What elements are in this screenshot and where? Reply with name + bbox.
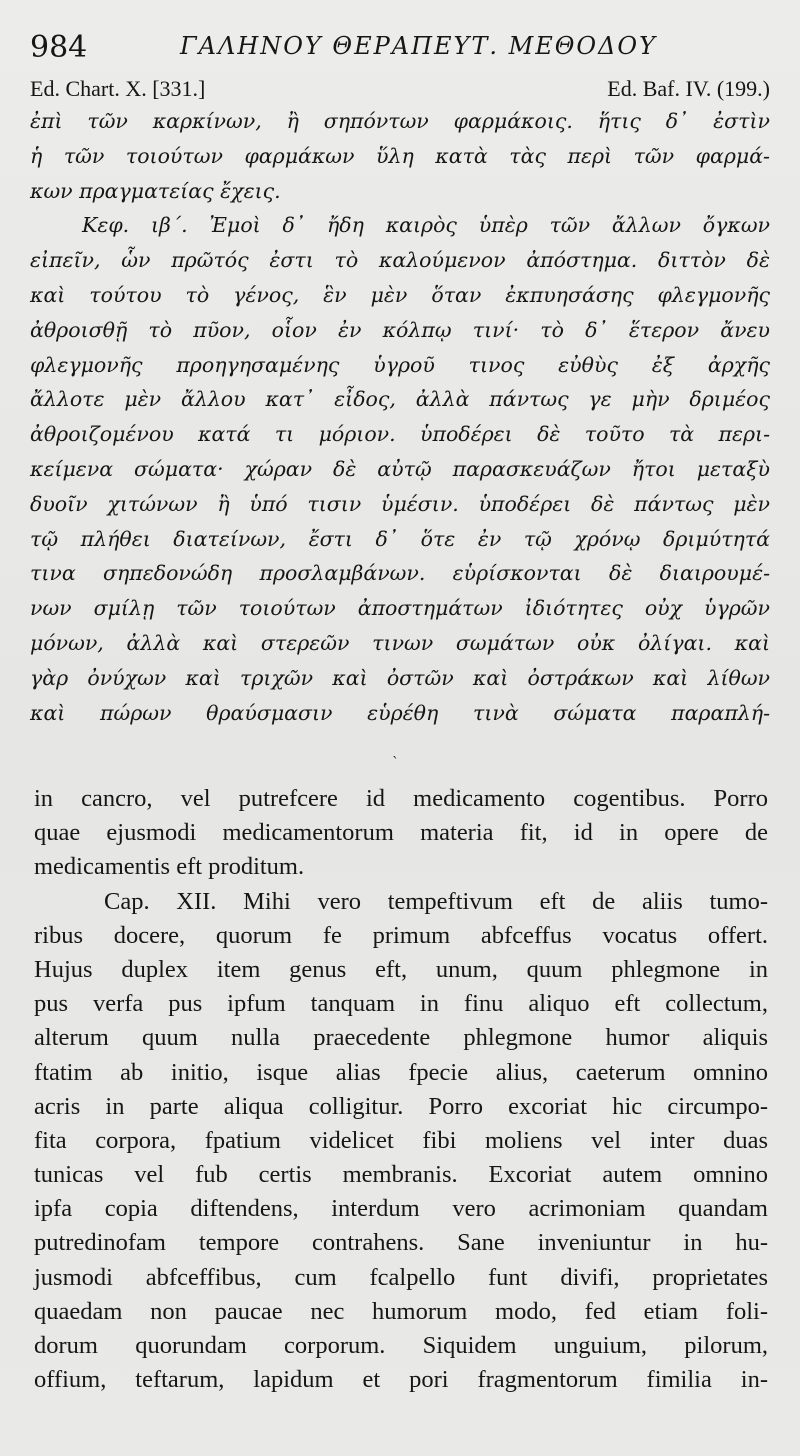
latin-line: tunicas vel fub certis membranis. Excoriat autem omnino xyxy=(34,1161,768,1189)
greek-line: ἐπὶ τῶν καρκίνων, ἢ σηπόντων φαρμάκοις. ἥτις δ᾽ ἐστὶν xyxy=(30,109,770,133)
latin-line: Hujus duplex item genus eft, unum, quum phlegmone in xyxy=(34,955,768,983)
greek-line: καὶ πώρων θραύσμασιν εὑρέθη τινὰ σώματα παραπλή- xyxy=(30,700,770,725)
running-title: ΓΑΛΗΝΟΥ ΘΕΡΑΠΕΥΤ. ΜΕΘΟΔΟΥ xyxy=(180,32,657,60)
latin-line: fita corpora, fpatium videlicet fibi moliens vel inter duas xyxy=(34,1126,768,1154)
greek-chapter-start-line: Κεφ. ιβ΄. Ἐμοὶ δ᾽ ἤδη καιρὸς ὑπὲρ τῶν ἄλλων ὄγκων xyxy=(82,213,770,238)
greek-line: ἄλλοτε μὲν ἄλλου κατ᾽ εἶδος, ἀλλὰ πάντως γε μὴν δριμέος xyxy=(30,387,770,412)
greek-line: κείμενα σώματα· χώραν δὲ αὐτῷ παρασκευάζων ἤτοι μεταξὺ xyxy=(30,456,770,481)
latin-line: ipfa copia diftendens, interdum vero acrimoniam quandam xyxy=(34,1195,768,1223)
latin-line: quae ejusmodi medicamentorum materia fit, id in opere de xyxy=(34,819,768,847)
greek-line: φλεγμονῆς προηγησαμένης ὑγροῦ τινος εὐθὺς ἐξ ἀρχῆς xyxy=(30,352,770,377)
page-number: 984 xyxy=(30,30,88,65)
latin-line: pus verfa pus ipfum tanquam in finu aliquo eft collectum, xyxy=(34,990,768,1018)
greek-line: καὶ τούτου τὸ γένος, ἓν μὲν ὅταν ἐκπυησάσης φλεγμονῆς xyxy=(30,282,770,307)
page-header xyxy=(30,28,775,68)
separator-mark: ˋ xyxy=(392,755,399,771)
greek-line: ἡ τῶν τοιούτων φαρμάκων ὕλη κατὰ τὰς περὶ τῶν φαρμά- xyxy=(30,143,770,168)
latin-text-block xyxy=(34,782,768,1397)
greek-line: ἀθροισθῇ τὸ πῦον, οἷον ἐν κόλπῳ τινί· τὸ δ᾽ ἕτερον ἄνευ xyxy=(30,317,770,342)
latin-line: in cancro, vel putrefcere id medicamento cogentibus. Porro xyxy=(34,785,768,812)
greek-line: γὰρ ὀνύχων καὶ τριχῶν καὶ ὀστῶν καὶ ὀστράκων καὶ λίθων xyxy=(30,665,770,690)
edition-chart-reference: Ed. Chart. X. [331.] xyxy=(30,76,206,101)
latin-line: dorum quorundam corporum. Siquidem unguium, pilorum, xyxy=(34,1332,768,1359)
greek-line: νων σμίλῃ τῶν τοιούτων ἀποστημάτων ἰδιότητες οὐχ ὑγρῶν xyxy=(30,596,770,621)
latin-line: jusmodi abfceffibus, cum fcalpello funt divifi, proprietates xyxy=(34,1263,768,1291)
latin-line: alterum quum nulla praecedente phlegmone humor aliquis xyxy=(34,1024,768,1052)
greek-line: τῷ πλήθει διατείνων, ἔστι δ᾽ ὅτε ἐν τῷ χρόνῳ δριμύτητά xyxy=(30,526,770,551)
greek-line: μόνων, ἀλλὰ καὶ στερεῶν τινων σωμάτων οὐκ ὀλίγαι. καὶ xyxy=(30,630,770,655)
greek-line: δυοῖν χιτώνων ἢ ὑπό τισιν ὑμέσιν. ὑποδέρει δὲ πάντως μὲν xyxy=(30,491,770,516)
greek-line: τινα σηπεδονώδη προσλαμβάνων. εὑρίσκονται δὲ διαιρουμέ- xyxy=(30,561,770,586)
edition-basel-reference: Ed. Baf. IV. (199.) xyxy=(607,76,770,101)
greek-line: εἰπεῖν, ὧν πρῶτός ἐστι τὸ καλούμενον ἀπόστημα. διττὸν δὲ xyxy=(30,248,770,273)
latin-line: ftatim ab initio, isque alias fpecie alius, caeterum omnino xyxy=(34,1058,768,1086)
latin-chapter-start-line: Cap. XII. Mihi vero tempeftivum eft de aliis tumo- xyxy=(104,887,768,915)
latin-line: medicamentis eft proditum. xyxy=(34,853,305,881)
greek-text-block xyxy=(30,104,770,730)
edition-reference-row xyxy=(30,76,770,106)
greek-line: κων πραγματείας ἔχεις. xyxy=(30,178,281,203)
latin-line: acris in parte aliqua colligitur. Porro excoriat hic circumpo- xyxy=(34,1092,768,1120)
latin-line: putredinofam tempore contrahens. Sane inveniuntur in hu- xyxy=(34,1229,768,1257)
latin-line: quaedam non paucae nec humorum modo, fed etiam foli- xyxy=(34,1297,768,1325)
latin-line: offium, teftarum, lapidum et pori fragmentorum fimilia in- xyxy=(34,1366,768,1394)
greek-line: ἀθροιζομένου κατά τι μόριον. ὑποδέρει δὲ τοῦτο τὰ περι- xyxy=(30,422,770,447)
latin-line: ribus docere, quorum fe primum abfceffus vocatus offert. xyxy=(34,921,768,949)
